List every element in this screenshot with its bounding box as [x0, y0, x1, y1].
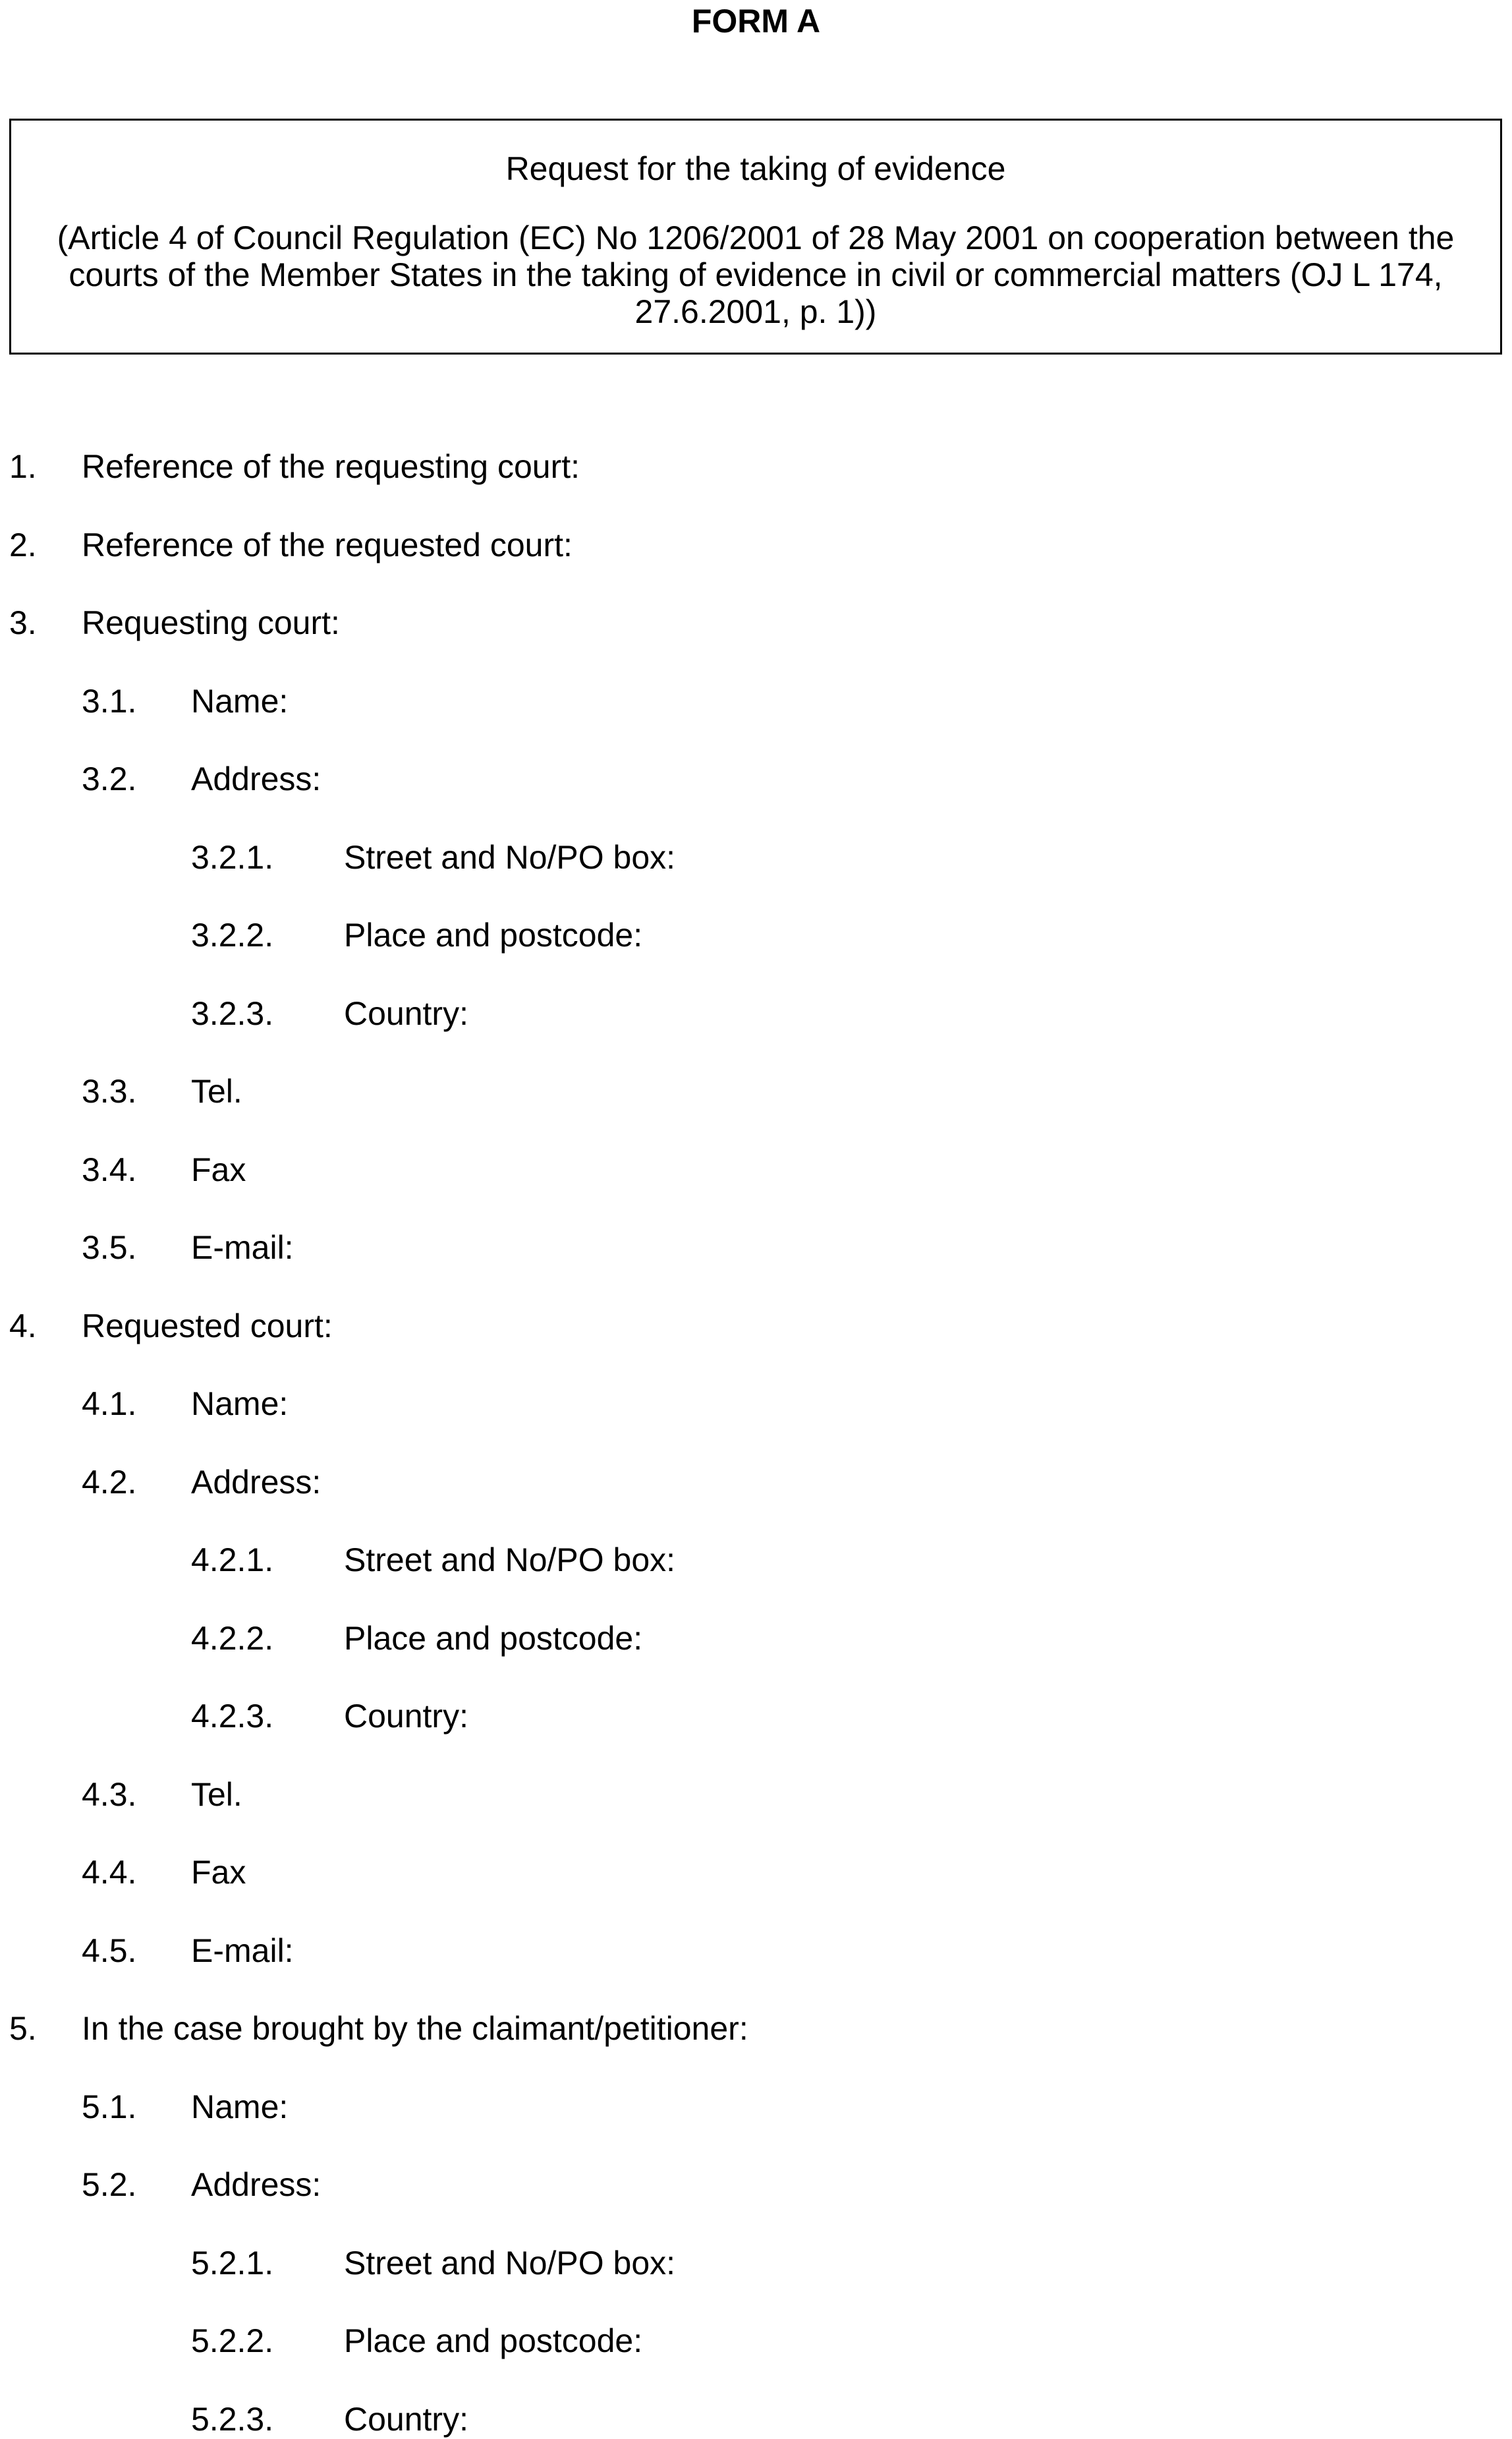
form-field-item — [0, 1072, 1512, 1111]
form-field-number: 4.2.1. — [191, 1541, 274, 1578]
form-field-number: 3.2.3. — [191, 995, 274, 1032]
form-field-item — [0, 1150, 1512, 1190]
form-field-label: Place and postcode: — [344, 917, 643, 954]
form-field-number: 3. — [9, 604, 37, 641]
form-field-number: 5.2.2. — [191, 2322, 274, 2359]
form-field-number: 3.1. — [82, 683, 137, 720]
form-field-label: Street and No/PO box: — [344, 839, 676, 876]
form-field-label: Tel. — [191, 1776, 242, 1813]
form-field-number: 3.2.2. — [191, 917, 274, 954]
form-field-item — [0, 1931, 1512, 1970]
form-field-item — [0, 1619, 1512, 1658]
form-field-item — [0, 1228, 1512, 1267]
form-field-item — [0, 1384, 1512, 1423]
form-field-number: 4.1. — [82, 1385, 137, 1422]
form-field-label: Reference of the requesting court: — [82, 448, 580, 485]
form-field-item — [0, 2399, 1512, 2439]
form-field-item — [0, 2087, 1512, 2127]
form-field-number: 5.2.3. — [191, 2401, 274, 2438]
form-field-number: 3.4. — [82, 1151, 137, 1188]
form-field-number: 5.2. — [82, 2166, 137, 2203]
form-field-number: 5.1. — [82, 2088, 137, 2125]
form-field-item — [0, 447, 1512, 486]
form-field-label: Address: — [191, 760, 322, 797]
form-field-label: E-mail: — [191, 1932, 294, 1969]
form-field-label: Country: — [344, 995, 468, 1032]
form-field-number: 4.5. — [82, 1932, 137, 1969]
form-field-item — [0, 838, 1512, 877]
form-title: FORM A — [691, 3, 821, 40]
form-field-item — [0, 525, 1512, 565]
form-field-number: 1. — [9, 448, 37, 485]
form-field-item — [0, 1462, 1512, 1502]
form-field-number: 2. — [9, 527, 37, 563]
form-field-number: 5. — [9, 2010, 37, 2047]
form-field-item — [0, 1775, 1512, 1814]
form-field-number: 4.3. — [82, 1776, 137, 1813]
form-field-label: Tel. — [191, 1073, 242, 1110]
form-field-label: Reference of the requested court: — [82, 527, 573, 563]
form-field-label: Requesting court: — [82, 604, 340, 641]
form-field-label: Name: — [191, 1385, 289, 1422]
form-field-item — [0, 2243, 1512, 2283]
form-field-item — [0, 994, 1512, 1033]
form-header-citation: (Article 4 of Council Regulation (EC) No 1206/2001 of 28 May 2001 on cooperation between the courts of the Member States in the taking of evidence in civil or commercial matters (OJ L 174, 27.6.2001, p. 1)) — [57, 219, 1455, 330]
form-field-item — [0, 681, 1512, 721]
form-field-item — [0, 1540, 1512, 1580]
form-field-item — [0, 1306, 1512, 1346]
form-field-label: Address: — [191, 2166, 322, 2203]
form-field-label: Street and No/PO box: — [344, 1541, 676, 1578]
form-field-label: Place and postcode: — [344, 2322, 643, 2359]
form-field-label: Country: — [344, 1698, 468, 1735]
form-field-number: 4. — [9, 1307, 37, 1344]
form-field-number: 3.2. — [82, 760, 137, 797]
form-field-label: Name: — [191, 683, 289, 720]
form-header-box — [9, 119, 1502, 355]
form-field-number: 4.2.2. — [191, 1620, 274, 1657]
form-field-number: 3.3. — [82, 1073, 137, 1110]
form-field-number: 4.2. — [82, 1464, 137, 1501]
form-field-label: Place and postcode: — [344, 1620, 643, 1657]
form-field-number: 3.2.1. — [191, 839, 274, 876]
form-field-label: Fax — [191, 1151, 246, 1188]
form-field-item — [0, 759, 1512, 799]
form-field-item — [0, 1852, 1512, 1892]
form-field-item — [0, 2321, 1512, 2361]
form-field-label: Requested court: — [82, 1307, 333, 1344]
form-field-label: Name: — [191, 2088, 289, 2125]
form-field-item — [0, 2165, 1512, 2204]
form-field-label: Fax — [191, 1854, 246, 1891]
form-field-item — [0, 603, 1512, 643]
form-field-label: Street and No/PO box: — [344, 2245, 676, 2281]
form-field-item — [0, 915, 1512, 955]
form-field-item — [0, 2009, 1512, 2048]
form-field-item — [0, 1696, 1512, 1736]
form-field-number: 4.2.3. — [191, 1698, 274, 1735]
form-header-title: Request for the taking of evidence — [505, 150, 1006, 187]
form-field-number: 4.4. — [82, 1854, 137, 1891]
form-field-number: 3.5. — [82, 1229, 137, 1266]
form-field-label: Country: — [344, 2401, 468, 2438]
form-field-label: E-mail: — [191, 1229, 294, 1266]
form-field-label: In the case brought by the claimant/petitioner: — [82, 2010, 748, 2047]
form-field-label: Address: — [191, 1464, 322, 1501]
form-field-number: 5.2.1. — [191, 2245, 274, 2281]
